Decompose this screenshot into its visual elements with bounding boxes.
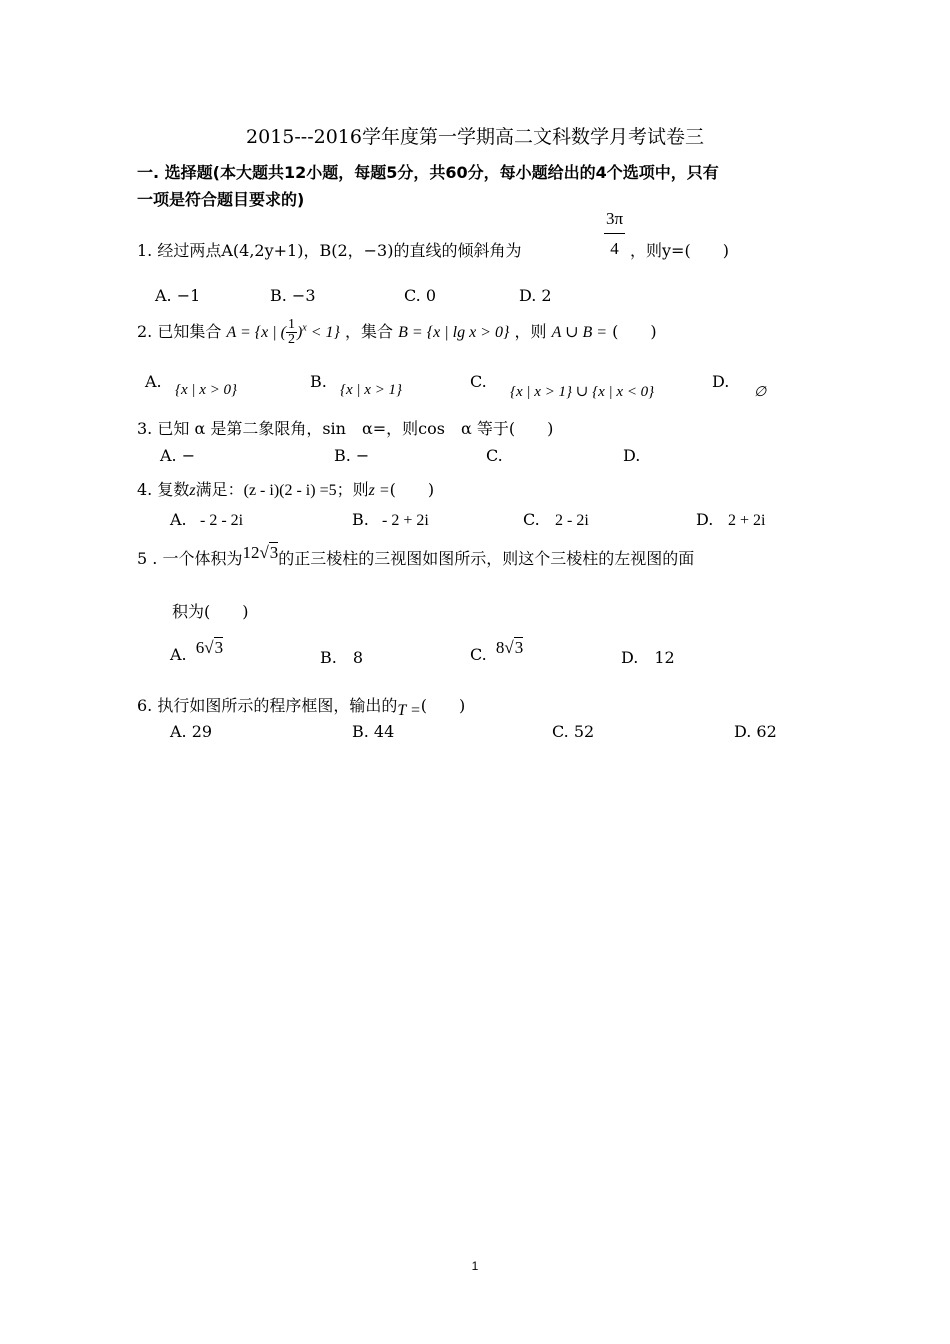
q1-option-d[interactable]: D. 2 [519, 286, 552, 305]
question-1-tail: ，则y=( ) [630, 241, 729, 260]
coefficient: 8 [495, 638, 505, 657]
q2-option-a-value[interactable]: {x | x > 0} [175, 382, 238, 398]
answer-paren: ( ) [420, 696, 466, 715]
question-6 [137, 693, 466, 719]
q5-option-c[interactable] [470, 638, 524, 665]
question-5-prefix: 5 . 一个体积为 [137, 549, 243, 568]
question-1-fraction [604, 208, 625, 257]
fraction-numerator: 3π [604, 208, 625, 234]
question-5 [137, 543, 695, 569]
coefficient: 6 [195, 638, 205, 657]
question-5-tail: 的正三棱柱的三视图如图所示，则这个三棱柱的左视图的面 [278, 549, 695, 568]
q4-option-d-label[interactable]: D. [696, 510, 714, 529]
volume-radicand: 3 [269, 543, 279, 562]
question-2-mid: ，集合 [345, 322, 394, 341]
q5-option-a[interactable] [170, 638, 224, 665]
volume-value: 12√3 [242, 543, 279, 562]
question-2-prefix: 2. 已知集合 [137, 322, 222, 341]
volume-coefficient: 12 [242, 543, 260, 562]
q5-option-b[interactable]: B. 8 [320, 648, 364, 667]
answer-paren: ( ) [612, 322, 657, 341]
q5-option-d[interactable]: D. 12 [621, 648, 675, 667]
fraction-numerator: 1 [287, 317, 295, 332]
question-1 [137, 238, 521, 261]
section-heading-line1: 一. 选择题(本大题共12小题，每题5分，共60分，每小题给出的4个选项中，只有 [137, 163, 719, 182]
question-4-mid: 满足： [195, 480, 244, 499]
question-3: 3. 已知 α 是第二象限角，sin α=，则cos α 等于( ) [137, 419, 554, 438]
q4-option-b-label[interactable]: B. [352, 510, 369, 529]
set-b: B = {x | lg x > 0} [398, 324, 510, 341]
union-expression: A ∪ B = [551, 324, 608, 341]
q2-option-d-label[interactable]: D. [712, 372, 730, 391]
q5-option-c-value: 8√3 [495, 638, 524, 657]
variable-z: z [189, 482, 196, 499]
q2-option-a-label[interactable]: A. [145, 372, 162, 391]
q3-option-a[interactable]: A. − [160, 446, 196, 465]
q2-option-d-value[interactable]: ∅ [754, 385, 767, 400]
q4-option-b-value[interactable]: - 2 + 2i [382, 512, 429, 529]
q2-option-b-value[interactable]: {x | x > 1} [340, 382, 403, 398]
q3-option-d[interactable]: D. [623, 446, 641, 465]
q6-option-d[interactable]: D. 62 [734, 722, 777, 741]
page-title: 2015---2016学年度第一学期高二文科数学月考试卷三 [246, 126, 704, 148]
q1-option-c[interactable]: C. 0 [404, 286, 437, 305]
q2-option-c-value[interactable]: {x | x > 1} ∪ {x | x < 0} [510, 384, 655, 400]
page-number: 1 [471, 1259, 479, 1273]
question-6-prefix: 6. 执行如图所示的程序框图，输出的 [137, 696, 398, 715]
set-a-exponent: x [302, 322, 307, 334]
q4-option-a-label[interactable]: A. [170, 510, 187, 529]
fraction-denominator: 4 [610, 239, 619, 258]
q4-option-c-label[interactable]: C. [523, 510, 540, 529]
q5-option-a-label: A. [170, 645, 187, 664]
q2-option-b-label[interactable]: B. [310, 372, 327, 391]
q4-option-c-value[interactable]: 2 - 2i [555, 512, 589, 529]
q4-option-d-value[interactable]: 2 + 2i [728, 512, 766, 529]
q1-option-a[interactable]: A. −1 [155, 286, 201, 305]
set-a-condition: < 1} [306, 324, 340, 341]
q3-option-c[interactable]: C. [486, 446, 503, 465]
question-4-z-eq: z = [368, 482, 390, 499]
fraction-denominator: 2 [287, 332, 295, 347]
radicand: 3 [214, 638, 224, 657]
q6-option-a[interactable]: A. 29 [170, 722, 213, 741]
question-2 [137, 318, 657, 347]
q4-option-a-value[interactable]: - 2 - 2i [200, 512, 244, 529]
q6-option-c[interactable]: C. 52 [552, 722, 595, 741]
q6-option-b[interactable]: B. 44 [352, 722, 395, 741]
question-4-prefix: 4. 复数 [137, 480, 190, 499]
answer-paren: ( ) [389, 480, 435, 499]
variable-t: T = [397, 702, 421, 719]
question-4-equation: (z - i)(2 - i) =5 [243, 482, 337, 499]
set-a-open: A = {x | ( [226, 324, 286, 341]
question-2-then: ，则 [514, 322, 547, 341]
question-5-line2: 积为( ) [172, 602, 249, 621]
question-4 [137, 477, 434, 500]
question-4-then: ；则 [336, 480, 369, 499]
section-heading-line2: 一项是符合题目要求的) [137, 190, 305, 209]
set-a-close: ) [296, 324, 303, 341]
q5-option-c-label: C. [470, 645, 487, 664]
q1-option-b[interactable]: B. −3 [270, 286, 316, 305]
radicand: 3 [514, 638, 524, 657]
question-1-text: 1. 经过两点A(4,2y+1)，B(2，−3)的直线的倾斜角为 [137, 241, 522, 260]
q3-option-b[interactable]: B. − [334, 446, 370, 465]
q5-option-a-value: 6√3 [195, 638, 224, 657]
q2-option-c-label[interactable]: C. [470, 372, 487, 391]
